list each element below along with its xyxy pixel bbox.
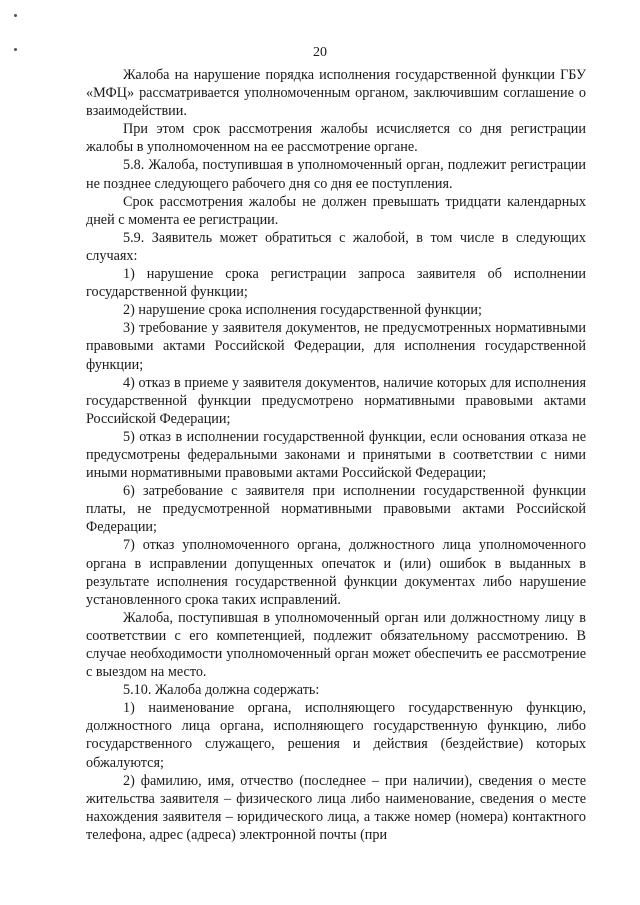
page-number: 20 [313,45,327,60]
list-item: 2) фамилию, имя, отчество (последнее – при наличии), сведения о месте жительства заявителя – физического лица либо наименование, сведения о месте нахождения заявителя – юридического лица, а также номер (номера) контактного телефона, адрес (адреса) электронной почты (при [86,772,586,843]
document-body [86,66,586,844]
list-item: 5) отказ в исполнении государственной функции, если основания отказа не предусмотрены федеральными законами и принятыми в соответствии с ними иными нормативными правовыми актами Российской Федерации; [86,428,586,482]
list-item: 4) отказ в приеме у заявителя документов, наличие которых для исполнения государственной функции предусмотрено нормативными правовыми актами Российской Федерации; [86,374,586,427]
paragraph-mandatory-review: Жалоба, поступившая в уполномоченный орган или должностному лицу в соответствии с его компетенцией, подлежит обязательному рассмотрению. В случае необходимости уполномоченный орган может обеспечить ее рассмотрение с выездом на место. [86,609,586,681]
scan-speck-top [14,14,17,17]
paragraph-5-10: 5.10. Жалоба должна содержать: [123,682,320,699]
list-item: 6) затребование с заявителя при исполнении государственной функции платы, не предусмотренной нормативными правовыми актами Российской Федерации; [86,483,586,536]
list-item: 1) нарушение срока регистрации запроса заявителя об исполнении государственной функции; [86,266,586,301]
paragraph-mfc-complaint: Жалоба на нарушение порядка исполнения государственной функции ГБУ «МФЦ» рассматривается уполномоченным органом, заключившим соглашение о взаимодействии. [86,67,586,120]
paragraph-5-8: 5.8. Жалоба, поступившая в уполномоченный орган, подлежит регистрации не позднее следующего рабочего дня со дня ее поступления. [86,157,586,192]
list-item: 7) отказ уполномоченного органа, должностного лица уполномоченного органа в исправлении допущенных опечаток и (или) ошибок в выданных в результате исполнения государственной функции документах либо нарушение установленного срока таких исправлений. [86,537,586,608]
list-item: 3) требование у заявителя документов, не предусмотренных нормативными правовыми актами Российской Федерации, для исполнения государственной функции; [86,320,586,373]
list-item: 1) наименование органа, исполняющего государственную функцию, должностного лица органа, исполняющего государственную функцию, либо государственного служащего, решения и действия (бездействие) которых обжалуются; [86,700,586,771]
paragraph-review-term-start: При этом срок рассмотрения жалобы исчисляется со дня регистрации жалобы в уполномоченном на ее рассмотрение органе. [86,121,586,156]
paragraph-5-9: 5.9. Заявитель может обратиться с жалобой, в том числе в следующих случаях: [86,229,586,264]
list-item: 2) нарушение срока исполнения государственной функции; [123,302,482,319]
paragraph-review-deadline: Срок рассмотрения жалобы не должен превышать тридцати календарных дней с момента ее регистрации. [86,193,586,228]
